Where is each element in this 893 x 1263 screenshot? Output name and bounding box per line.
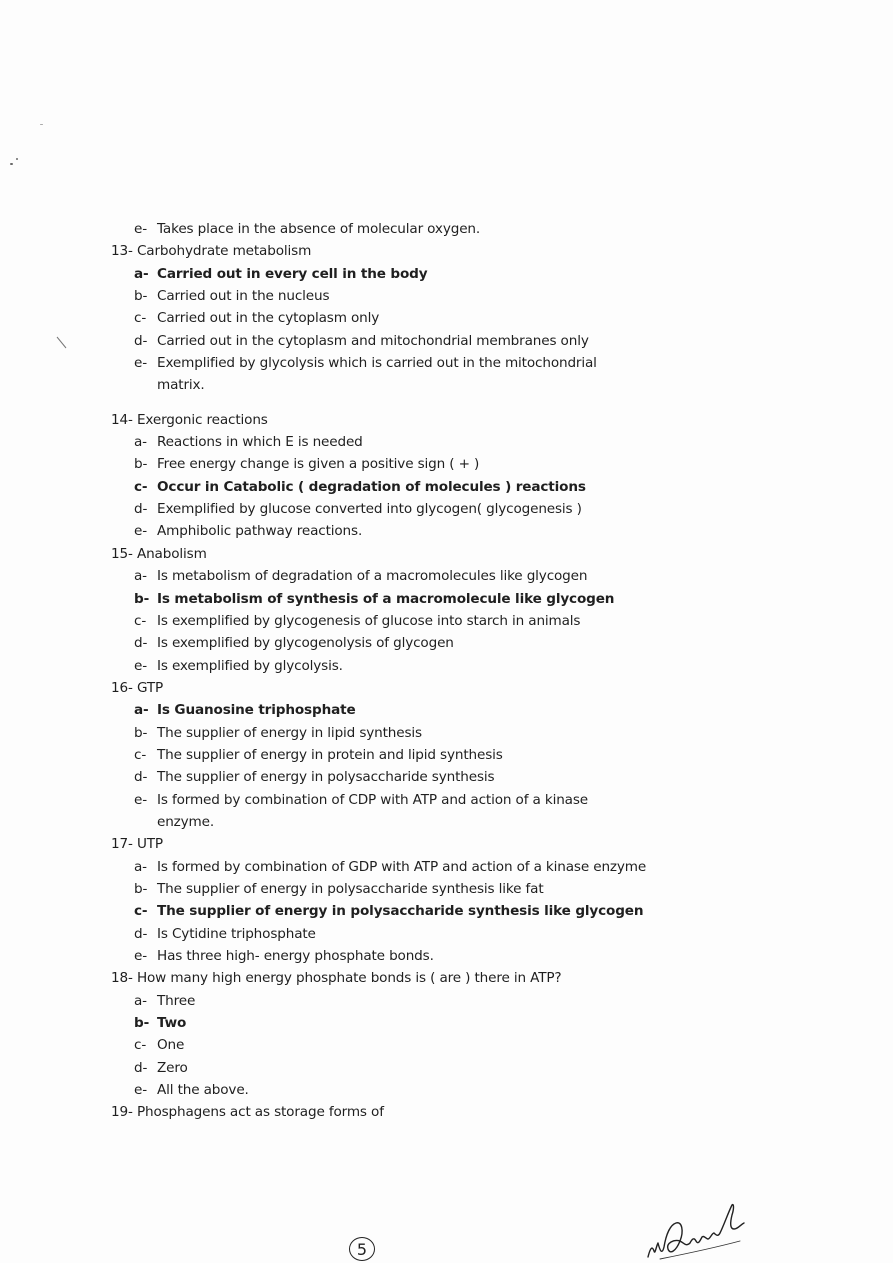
question-option-continuation — [0, 811, 893, 833]
option-text: Carried out in the nucleus — [157, 288, 330, 305]
option-text: Exemplified by glucose converted into glycogen( glycogenesis ) — [157, 501, 582, 518]
option-letter: c- — [134, 612, 147, 629]
option-text-continuation: matrix. — [157, 377, 205, 394]
option-letter: b- — [134, 456, 148, 473]
option-text: Is exemplified by glycogenolysis of glycogen — [157, 635, 454, 652]
question-number: 13- — [111, 243, 133, 260]
question-stem — [0, 967, 893, 989]
question-option — [0, 1034, 893, 1056]
question-number: 19- — [111, 1104, 133, 1121]
option-text: Has three high- energy phosphate bonds. — [157, 948, 434, 964]
question-text: GTP — [136, 679, 164, 696]
question-option — [0, 218, 893, 240]
question-option-answer — [0, 476, 893, 498]
question-number: 18- — [111, 970, 133, 987]
option-letter: e- — [134, 1082, 147, 1099]
question-option — [0, 565, 893, 587]
option-letter: e- — [134, 355, 147, 372]
question-option — [0, 744, 893, 766]
question-option — [0, 945, 893, 967]
question-option — [0, 1057, 893, 1079]
question-text: How many high energy phosphate bonds is ( are ) there in ATP? — [136, 970, 562, 987]
question-option — [0, 330, 893, 352]
option-text: Takes place in the absence of molecular oxygen. — [157, 221, 481, 237]
option-letter: d- — [134, 332, 148, 349]
question-option-answer — [0, 900, 893, 922]
option-letter: c- — [134, 903, 148, 920]
question-stem — [0, 543, 893, 565]
option-text: Is metabolism of degradation of a macromolecules like glycogen — [157, 568, 588, 585]
question-option — [0, 352, 893, 374]
option-text: Is exemplified by glycolysis. — [157, 657, 343, 674]
option-letter: e- — [134, 657, 147, 674]
option-text: The supplier of energy in lipid synthesis — [157, 724, 422, 741]
option-letter: b- — [134, 590, 150, 607]
question-number: 16- — [111, 679, 133, 696]
question-option — [0, 878, 893, 900]
signature-icon — [640, 1195, 750, 1263]
question-option — [0, 307, 893, 329]
question-number: 17- — [111, 836, 133, 853]
question-stem — [0, 1101, 893, 1123]
option-text: Exemplified by glycolysis which is carried out in the mitochondrial — [157, 355, 597, 372]
option-letter: d- — [134, 1059, 148, 1076]
option-letter: e- — [134, 791, 147, 808]
option-text-continuation: enzyme. — [157, 813, 215, 830]
option-text: Reactions in which E is needed — [157, 434, 363, 451]
option-text: Amphibolic pathway reactions. — [157, 523, 363, 540]
option-text: The supplier of energy in polysaccharide synthesis — [157, 769, 495, 786]
option-text: Is metabolism of synthesis of a macromolecule like glycogen — [157, 590, 615, 607]
option-text: Three — [157, 992, 196, 1009]
question-option — [0, 990, 893, 1012]
question-stem — [0, 240, 893, 262]
option-letter: c- — [134, 478, 148, 495]
question-text: UTP — [136, 836, 163, 853]
option-text: Is Cytidine triphosphate — [157, 925, 316, 942]
option-letter: b- — [134, 288, 148, 305]
option-letter: d- — [134, 769, 148, 786]
option-text: The supplier of energy in polysaccharide synthesis like glycogen — [157, 903, 644, 920]
question-option — [0, 789, 893, 811]
question-option — [0, 655, 893, 677]
option-text: Carried out in the cytoplasm and mitochondrial membranes only — [157, 332, 589, 349]
option-text: The supplier of energy in protein and lipid synthesis — [157, 746, 503, 763]
option-letter: a- — [134, 265, 149, 282]
question-text: Anabolism — [136, 545, 207, 562]
question-option — [0, 520, 893, 542]
option-text: Free energy change is given a positive sign ( + ) — [157, 456, 480, 473]
option-text: One — [157, 1037, 185, 1054]
option-text: Zero — [157, 1059, 188, 1076]
option-letter: a- — [134, 702, 149, 719]
question-option — [0, 285, 893, 307]
question-option — [0, 766, 893, 788]
option-text: Occur in Catabolic ( degradation of molecules ) reactions — [157, 478, 586, 495]
option-letter: e- — [134, 221, 147, 237]
question-option — [0, 856, 893, 878]
question-option — [0, 431, 893, 453]
question-option-answer — [0, 1012, 893, 1034]
option-letter: b- — [134, 1015, 150, 1032]
option-letter: a- — [134, 434, 147, 451]
option-letter: b- — [134, 880, 148, 897]
question-list — [0, 218, 893, 1124]
option-text: All the above. — [157, 1082, 249, 1099]
option-letter: b- — [134, 724, 148, 741]
option-text: The supplier of energy in polysaccharide synthesis like fat — [157, 880, 544, 897]
option-letter: d- — [134, 635, 148, 652]
option-letter: c- — [134, 1037, 147, 1054]
question-option — [0, 610, 893, 632]
option-text: Is formed by combination of CDP with ATP and action of a kinase — [157, 791, 589, 808]
scan-speck — [40, 124, 43, 125]
question-option — [0, 453, 893, 475]
question-option — [0, 1079, 893, 1101]
scan-speck — [10, 163, 13, 165]
question-option — [0, 632, 893, 654]
question-text: Carbohydrate metabolism — [136, 243, 312, 260]
question-option-answer — [0, 699, 893, 721]
question-text: Phosphagens act as storage forms of — [136, 1104, 384, 1121]
question-number: 15- — [111, 545, 133, 562]
option-text: Is formed by combination of GDP with ATP and action of a kinase enzyme — [157, 858, 647, 875]
question-option-answer — [0, 588, 893, 610]
option-letter: e- — [134, 948, 147, 964]
question-gap — [0, 397, 893, 409]
question-option-continuation — [0, 374, 893, 396]
option-letter: d- — [134, 501, 148, 518]
option-letter: c- — [134, 746, 147, 763]
option-letter: a- — [134, 992, 147, 1009]
question-number: 14- — [111, 411, 133, 428]
scan-speck — [16, 158, 18, 160]
page-number: 5 — [349, 1237, 375, 1261]
option-letter: c- — [134, 310, 147, 327]
option-text: Carried out in every cell in the body — [157, 265, 428, 282]
option-text: Carried out in the cytoplasm only — [157, 310, 380, 327]
question-option — [0, 923, 893, 945]
option-letter: a- — [134, 568, 147, 585]
question-stem — [0, 833, 893, 855]
question-stem — [0, 677, 893, 699]
question-option-answer — [0, 263, 893, 285]
option-letter: e- — [134, 523, 147, 540]
option-text: Is Guanosine triphosphate — [157, 702, 356, 719]
question-stem — [0, 409, 893, 431]
question-option — [0, 722, 893, 744]
question-text: Exergonic reactions — [136, 411, 268, 428]
option-text: Is exemplified by glycogenesis of glucose into starch in animals — [157, 612, 581, 629]
option-letter: a- — [134, 858, 147, 875]
option-text: Two — [157, 1015, 187, 1032]
question-option — [0, 498, 893, 520]
option-letter: d- — [134, 925, 148, 942]
